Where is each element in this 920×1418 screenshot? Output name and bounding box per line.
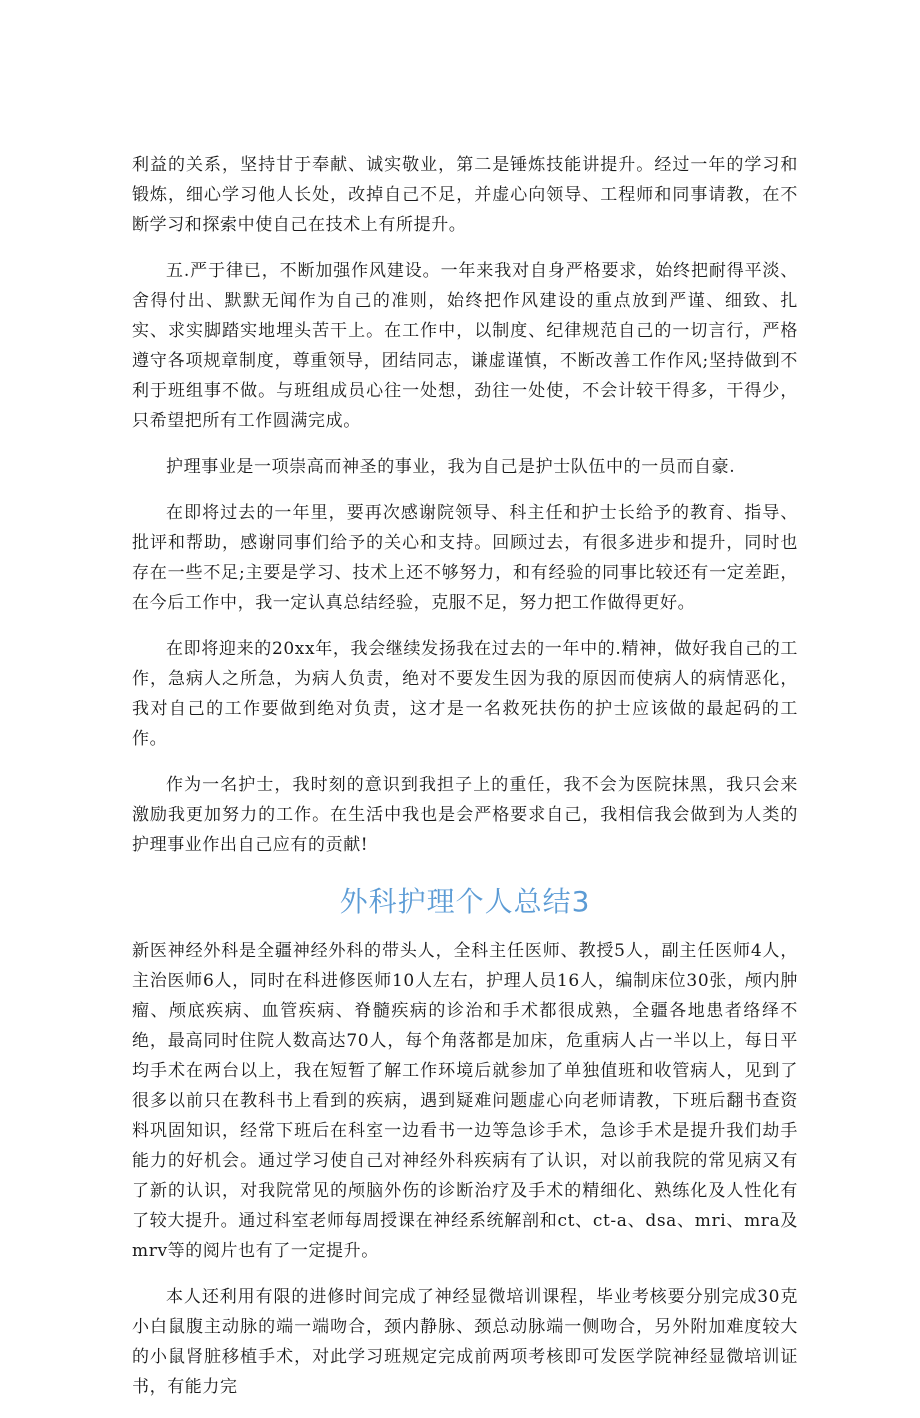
paragraph-thanks: 在即将过去的一年里，要再次感谢院领导、科主任和护士长给予的教育、指导、批评和帮助，感谢同事们给予的关心和支持。回顾过去，有很多进步和提升，同时也存在一些不足;主要是学习、技术上还不够努力，和有经验的同事比较还有一定差距，在今后工作中，我一定认真总结经验，克服不足，努力把工作做得更好。	[132, 503, 798, 613]
paragraph-nursing-pride: 护理事业是一项崇高而神圣的事业，我为自己是护士队伍中的一员而自豪.	[166, 457, 736, 477]
paragraph-self-discipline: 五.严于律已，不断加强作风建设。一年来我对自身严格要求，始终把耐得平淡、舍得付出、默默无闻作为自己的准则，始终把作风建设的重点放到严谨、细致、扎实、求实脚踏实地埋头苦干上。在工作中，以制度、纪律规范自己的一切言行，严格遵守各项规章制度，尊重领导，团结同志，谦虚谨慎，不断改善工作作风;坚持做到不利于班组事不做。与班组成员心往一处想，劲往一处使，不会计较干得多，干得少，只希望把所有工作圆满完成。	[132, 261, 798, 431]
paragraph-department-intro: 新医神经外科是全疆神经外科的带头人，全科主任医师、教授5人，副主任医师4人，主治医师6人，同时在科进修医师10人左右，护理人员16人，编制床位30张，颅内肿瘤、颅底疾病、血管疾病、脊髓疾病的诊治和手术都很成熟，全疆各地患者络绎不绝，最高同时住院人数高达70人，每个角落都是加床，危重病人占一半以上，每日平均手术在两台以上，我在短暂了解工作环境后就参加了单独值班和收管病人，见到了很多以前只在教科书上看到的疾病，遇到疑难问题虚心向老师请教，下班后翻书查资料巩固知识，经常下班后在科室一边看书一边等急诊手术，急诊手术是提升我们劫手能力的好机会。通过学习使自己对神经外科疾病有了认识，对以前我院的常见病又有了新的认识，对我院常见的颅脑外伤的诊断治疗及手术的精细化、熟练化及人性化有了较大提升。通过科室老师每周授课在神经系统解剖和ct、ct-a、dsa、mri、mra及mrv等的阅片也有了一定提升。	[132, 941, 798, 1261]
paragraph-next-year: 在即将迎来的20xx年，我会继续发扬我在过去的一年中的.精神，做好我自己的工作，急病人之所急，为病人负责，绝对不要发生因为我的原因而使病人的病情恶化，我对自己的工作要做到绝对负责，这才是一名救死扶伤的护士应该做的最起码的工作。	[132, 639, 798, 749]
paragraph-microsurgery-training: 本人还利用有限的进修时间完成了神经显微培训课程，毕业考核要分别完成30克小白鼠腹主动脉的端一端吻合，颈内静脉、颈总动脉端一侧吻合，另外附加难度较大的小鼠肾脏移植手术，对此学习班规定完成前两项考核即可发医学院神经显微培训证书，有能力完	[132, 1287, 798, 1397]
document-page	[132, 150, 798, 1418]
paragraph-responsibility: 作为一名护士，我时刻的意识到我担子上的重任，我不会为医院抹黑，我只会来激励我更加努力的工作。在生活中我也是会严格要求自己，我相信我会做到为人类的护理事业作出自己应有的贡献!	[132, 775, 798, 855]
section-title: 外科护理个人总结3	[339, 885, 591, 918]
paragraph-continuation: 利益的关系，坚持甘于奉献、诚实敬业，第二是锤炼技能讲提升。经过一年的学习和锻炼，细心学习他人长处，改掉自己不足，并虚心向领导、工程师和同事请教，在不断学习和探索中使自己在技术上有所提升。	[132, 155, 798, 235]
